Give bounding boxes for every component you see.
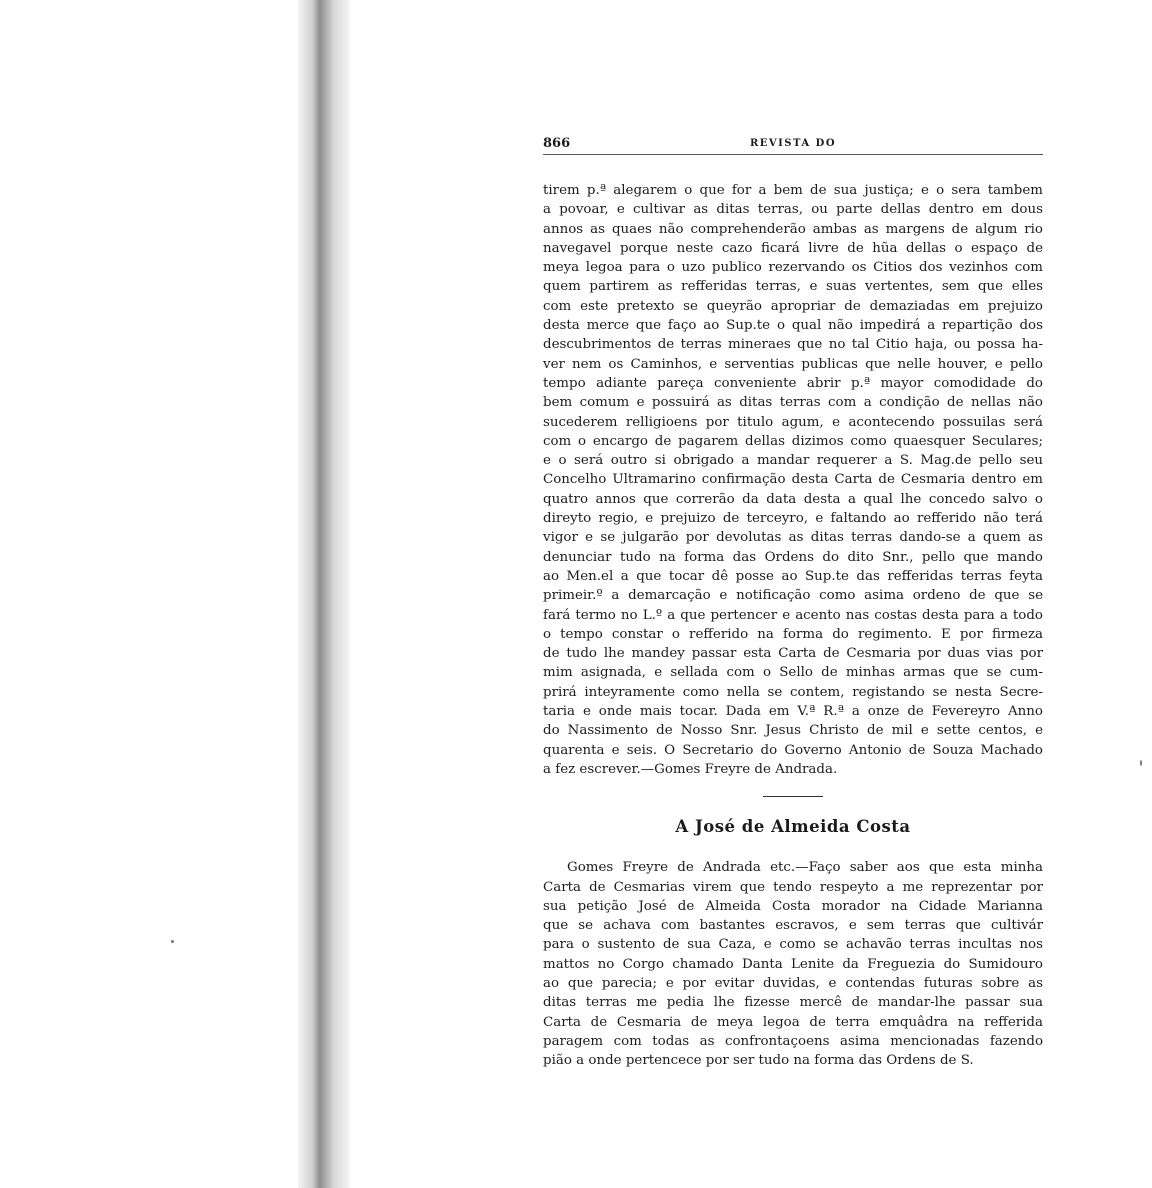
text-line: paragem com todas as confrontaçoens asima mencionadas fazendo [543, 1033, 1043, 1049]
text-line: denunciar tudo na forma das Ordens do dito Snr., pello que mando [543, 549, 1043, 565]
running-title: REVISTA DO [749, 138, 837, 149]
text-line: Carta de Cesmarias virem que tendo respeyto a me reprezentar por [543, 879, 1043, 895]
text-line: prirá inteyramente como nella se contem, registando se nesta Secre- [543, 684, 1043, 700]
text-line: mim asignada, e sellada com o Sello de minhas armas que se cum- [543, 665, 1043, 681]
text-line: navegavel porque neste cazo ficará livre de hũa dellas o espaço de [543, 240, 1043, 256]
text-line: tempo adiante pareça conveniente abrir p.ª mayor comodidade do [543, 375, 1043, 391]
text-line: vigor e se julgarão por devolutas as ditas terras dando-se a quem as [543, 530, 1043, 546]
text-line: e o será outro si obrigado a mandar requerer a S. Mag.de pello seu [543, 453, 1043, 469]
text-line: a povoar, e cultivar as ditas terras, ou parte dellas dentro em dous [543, 202, 1043, 218]
text-line: desta merce que faço ao Sup.te o qual não impedirá a repartição dos [543, 318, 1043, 334]
paragraph-carta-cesmaria-end [543, 181, 1043, 779]
text-line: descubrimentos de terras mineraes que no tal Citio haja, ou possa ha- [543, 337, 1043, 353]
text-line: ao que parecia; e por evitar duvidas, e contendas futuras sobre as [543, 975, 1043, 991]
text-line: a fez escrever.—Gomes Freyre de Andrada. [543, 761, 838, 777]
text-line: ditas terras me pedia lhe fizesse mercê de mandar-lhe passar sua [543, 995, 1043, 1011]
text-line: com o encargo de pagarem dellas dizimos como quaesquer Seculares; [543, 433, 1043, 449]
text-line: pião a onde pertencece por ser tudo na forma das Ordens de S. [543, 1053, 974, 1069]
text-line: com este pretexto se queyrão apropriar de demaziadas em prejuizo [543, 298, 1043, 314]
text-line: Carta de Cesmaria de meya legoa de terra emquâdra na refferida [543, 1014, 1043, 1030]
paragraph-jose-de-almeida-costa [543, 858, 1043, 1070]
text-line: sucederem relligioens por titulo agum, e acontecendo possuilas será [543, 414, 1043, 430]
text-line: que se achava com bastantes escravos, e sem terras que cultivár [543, 918, 1043, 934]
text-line: do Nassimento de Nosso Snr. Jesus Christo de mil e sette centos, e [543, 723, 1043, 739]
text-line: sua petição José de Almeida Costa morador na Cidade Marianna [543, 898, 1043, 914]
text-line: quem partirem as refferidas terras, e suas vertentes, sem que elles [543, 279, 1043, 295]
section-title: A José de Almeida Costa [675, 817, 911, 837]
text-line: tirem p.ª alegarem o que for a bem de sua justiça; e o sera tambem [543, 183, 1043, 198]
book-page [543, 136, 1043, 1070]
text-line: ao Men.el a que tocar dê posse ao Sup.te das refferidas terras feyta [543, 568, 1043, 584]
text-line: para o sustento de sua Caza, e como se achavão terras incultas nos [543, 937, 1043, 953]
text-line: direyto regio, e prejuizo de terceyro, e faltando ao refferido não terá [543, 511, 1043, 527]
text-line: meya legoa para o uzo publico rezervando os Citios dos vezinhos com [543, 260, 1043, 276]
text-line: primeir.º a demarcação e notificação como asima ordeno de que se [543, 588, 1043, 604]
text-line: quatro annos que correrão da data desta a qual lhe concedo salvo o [543, 491, 1043, 507]
text-line: ver nem os Caminhos, e serventias publicas que nelle houver, e pello [543, 356, 1043, 372]
text-line: o tempo constar o refferido na forma do regimento. E por firmeza [543, 626, 1043, 642]
text-line: Gomes Freyre de Andrada etc.—Faço saber aos que esta minha [567, 860, 1043, 876]
text-line: bem comum e possuirá as ditas terras com a condição de nellas não [543, 395, 1043, 411]
text-line: mattos no Corgo chamado Danta Lenite da Freguezia do Sumidouro [543, 956, 1043, 972]
section-divider [763, 796, 823, 797]
text-line: taria e onde mais tocar. Dada em V.ª R.ª a onze de Fevereyro Anno [543, 704, 1043, 720]
text-line: de tudo lhe mandey passar esta Carta de Cesmaria por duas vias por [543, 646, 1043, 662]
scan-speck [171, 940, 174, 943]
text-line: fará termo no L.º a que pertencer e acento nas costas desta para a todo [543, 607, 1043, 623]
book-gutter-shadow [298, 0, 350, 1188]
scan-speck [1140, 760, 1142, 766]
text-line: annos as quaes não comprehenderão ambas as margens de algum rio [543, 221, 1043, 237]
text-line: Concelho Ultramarino confirmação desta Carta de Cesmaria dentro em [543, 472, 1043, 488]
text-line: quarenta e seis. O Secretario do Governo Antonio de Souza Machado [543, 742, 1043, 758]
page-number: 866 [543, 136, 571, 151]
page-header [543, 136, 1043, 155]
